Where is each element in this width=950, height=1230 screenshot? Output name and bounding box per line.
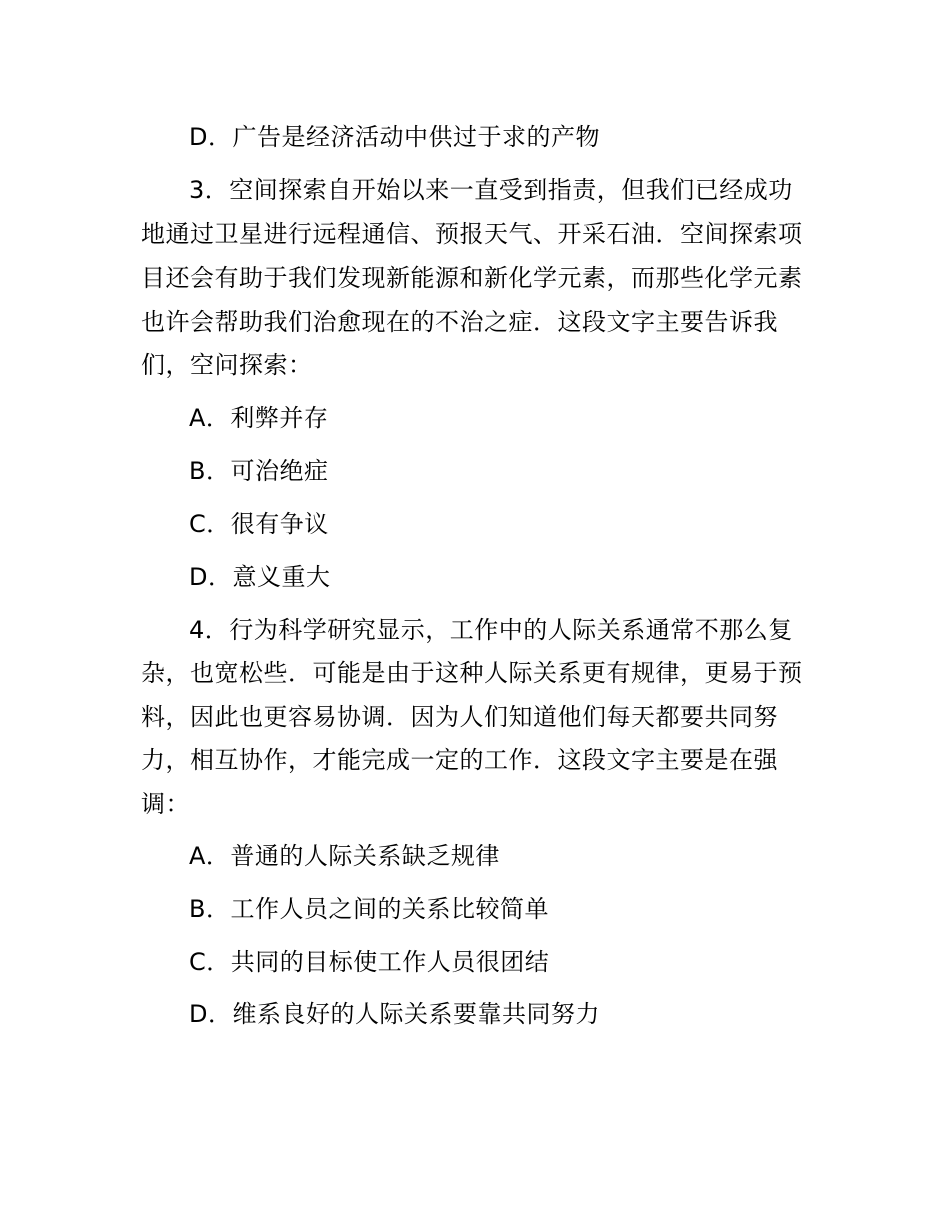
q3-option-a: A．利弊并存 [189,404,329,432]
q3-stem-line: 地通过卫星进行远程通信、预报天气、开采石油．空间探索项 [141,220,803,248]
q3-stem-line: 3．空间探索自开始以来一直受到指责，但我们已经成功 [189,176,793,204]
q2-option-d: D．广告是经济活动中供过于求的产物 [189,123,600,151]
q4-stem-line: 4．行为科学研究显示，工作中的人际关系通常不那么复 [189,616,793,644]
q4-stem-line: 杂，也宽松些．可能是由于这种人际关系更有规律，更易于预 [141,659,803,687]
q4-stem-line: 调： [141,790,190,818]
q3-stem-line: 们，空问探索： [141,351,313,379]
q3-option-c: C．很有争议 [189,510,329,538]
q4-option-a: A．普通的人际关系缺乏规律 [189,842,500,870]
q4-option-d: D．维系良好的人际关系要靠共同努力 [189,1000,600,1028]
q3-option-d: D．意义重大 [189,563,331,591]
q4-option-c: C．共同的目标使工作人员很团结 [189,948,550,976]
q4-stem-line: 力，相互协作，才能完成一定的工作．这段文字主要是在强 [141,746,778,774]
q4-stem-line: 料，因此也更容易协调．因为人们知道他们每天都要共同努 [141,703,778,731]
q3-stem-line: 目还会有助于我们发现新能源和新化学元素，而那些化学元素 [141,264,803,292]
q3-stem-line: 也许会帮助我们治愈现在的不治之症．这段文字主要告诉我 [141,308,778,336]
q4-option-b: B．工作人员之间的关系比较简单 [189,895,549,923]
q3-option-b: B．可治绝症 [189,457,329,485]
